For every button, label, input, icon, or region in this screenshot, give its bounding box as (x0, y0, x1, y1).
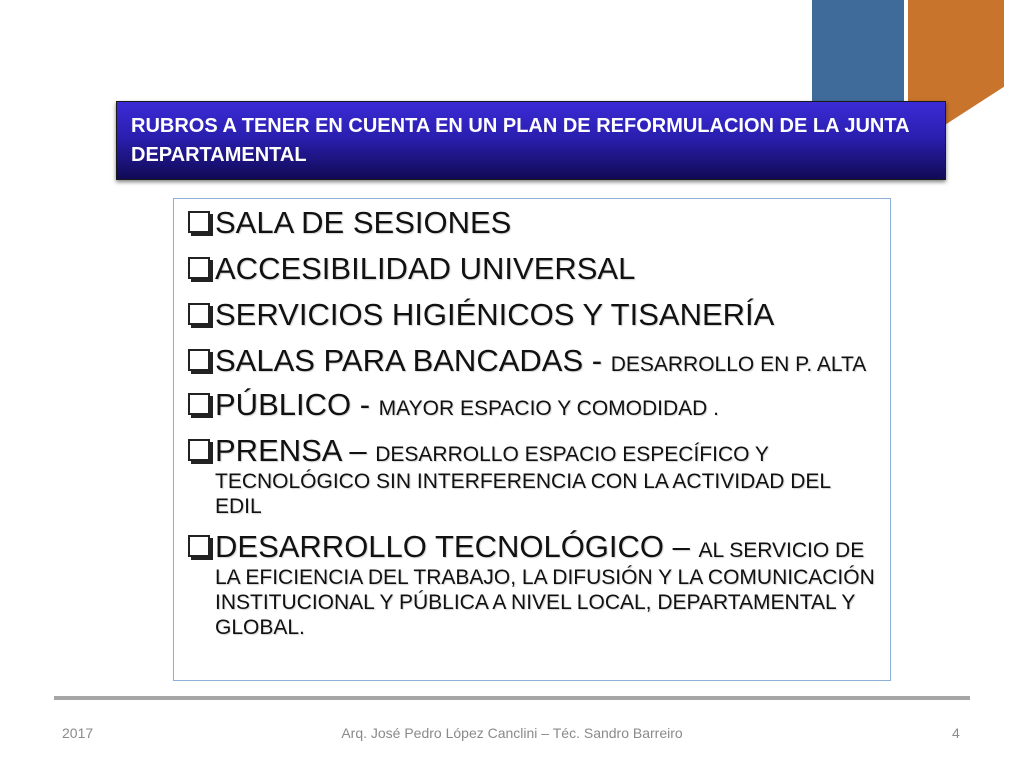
item-main-text: DESARROLLO TECNOLÓGICO – (215, 529, 699, 564)
list-item (188, 297, 878, 333)
item-detail-text: MAYOR ESPACIO Y COMODIDAD . (378, 397, 719, 420)
slide-title: RUBROS A TENER EN CUENTA EN UN PLAN DE REFORMULACION DE LA JUNTA DEPARTAMENTAL (116, 101, 946, 180)
bullet-list-box (173, 198, 891, 681)
item-detail-text: DESARROLLO ESPACIO ESPECÍFICO Y TECNOLÓGICO SIN INTERFERENCIA CON LA ACTIVIDAD DEL EDIL (215, 443, 831, 518)
list-item (188, 343, 878, 379)
item-main-text: SALAS PARA BANCADAS - (215, 343, 611, 378)
checkbox-bullet-icon (188, 393, 210, 415)
footer-page-number: 4 (952, 725, 960, 741)
footer-year: 2017 (62, 725, 94, 741)
item-main-text: PRENSA – (215, 433, 376, 468)
checkbox-bullet-icon (188, 211, 210, 233)
checkbox-bullet-icon (188, 439, 210, 461)
checkbox-bullet-icon (188, 349, 210, 371)
item-main-text: SALA DE SESIONES (215, 205, 512, 240)
list-item (188, 387, 878, 423)
decorative-blue-ribbon (812, 0, 904, 102)
checkbox-bullet-icon (188, 535, 210, 557)
item-main-text: PÚBLICO - (215, 387, 379, 422)
checkbox-bullet-icon (188, 257, 210, 279)
footer-divider (54, 696, 970, 700)
footer-authors: Arq. José Pedro López Canclini – Téc. Sandro Barreiro (341, 725, 683, 741)
checkbox-bullet-icon (188, 303, 210, 325)
list-item (188, 205, 878, 241)
item-detail-text: AL SERVICIO DE LA EFICIENCIA DEL TRABAJO, LA DIFUSIÓN Y LA COMUNICACIÓN INSTITUCIONAL Y PÚBLICA A NIVEL LOCAL, DEPARTAMENTAL Y GLOBAL. (215, 539, 875, 639)
list-item (188, 251, 878, 287)
item-main-text: SERVICIOS HIGIÉNICOS Y TISANERÍA (215, 297, 775, 332)
item-main-text: ACCESIBILIDAD UNIVERSAL (215, 251, 636, 286)
list-item (188, 433, 878, 519)
item-detail-text: DESARROLLO EN P. ALTA (610, 353, 867, 376)
list-item (188, 529, 878, 640)
